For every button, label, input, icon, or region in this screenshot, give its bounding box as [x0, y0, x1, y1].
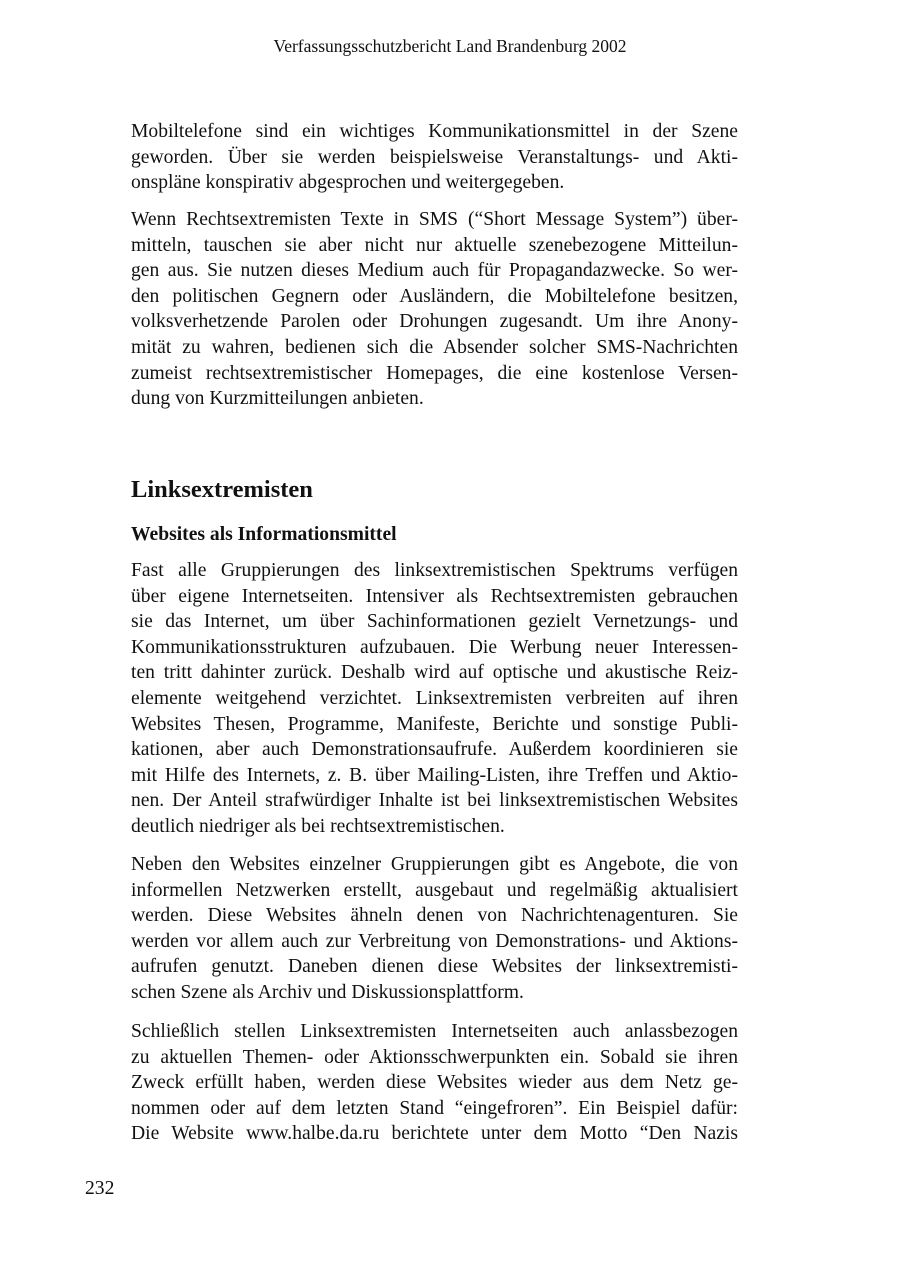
text-line: gen aus. Sie nutzen dieses Medium auch für Propagandazwecke. So wer- [131, 260, 738, 282]
text-line: den politischen Gegnern oder Ausländern, die Mobiltelefone besitzen, [131, 285, 738, 307]
text-line: elemente weitgehend verzichtet. Linksextremisten verbreiten auf ihren [131, 687, 738, 709]
text-line: mität zu wahren, bedienen sich die Absender solcher SMS-Nachrichten [131, 336, 738, 358]
text-line: Neben den Websites einzelner Gruppierungen gibt es Angebote, die von [131, 854, 738, 875]
running-header: Verfassungsschutzbericht Land Brandenburg 2002 [273, 36, 627, 56]
text-line: schen Szene als Archiv und Diskussionsplattform. [131, 981, 524, 1003]
text-line: volksverhetzende Parolen oder Drohungen zugesandt. Um ihre Anony- [131, 311, 738, 333]
page-number: 232 [85, 1178, 115, 1199]
text-line: werden. Diese Websites ähneln denen von Nachrichtenagenturen. Sie [131, 905, 738, 927]
text-line: kationen, aber auch Demonstrationsaufrufe. Außerdem koordinieren sie [131, 739, 738, 761]
paragraph [131, 1019, 738, 1147]
text-line: dung von Kurzmitteilungen anbieten. [131, 388, 424, 410]
text-line: onspläne konspirativ abgesprochen und weitergegeben. [131, 172, 565, 194]
text-line: mit Hilfe des Internets, z. B. über Mailing-Listen, ihre Treffen und Aktio- [131, 764, 738, 786]
text-line: Fast alle Gruppierungen des linksextremistischen Spektrums verfügen [131, 560, 738, 581]
text-line: informellen Netzwerken erstellt, ausgebaut und regelmäßig aktualisiert [131, 879, 738, 901]
text-line: geworden. Über sie werden beispielsweise Veranstaltungs- und Akti- [131, 146, 738, 168]
text-line: Websites Thesen, Programme, Manifeste, Berichte und sonstige Publi- [131, 713, 738, 735]
text-line: zumeist rechtsextremistischer Homepages, die eine kostenlose Versen- [131, 362, 738, 384]
text-line: sie das Internet, um über Sachinformationen gezielt Vernetzungs- und [131, 611, 738, 633]
paragraph [131, 558, 738, 840]
text-line: werden vor allem auch zur Verbreitung von Demonstrations- und Aktions- [131, 930, 738, 952]
text-line: ten tritt dahinter zurück. Deshalb wird auf optische und akustische Reiz- [131, 662, 738, 684]
text-line: zu aktuellen Themen- oder Aktionsschwerpunkten ein. Sobald sie ihren [131, 1046, 738, 1068]
text-line: Die Website www.halbe.da.ru berichtete unter dem Motto “Den Nazis [131, 1123, 738, 1145]
text-line: Zweck erfüllt haben, werden diese Websites wieder aus dem Netz ge- [131, 1072, 738, 1094]
text-line: Kommunikationsstrukturen aufzubauen. Die Werbung neuer Interessen- [131, 636, 738, 658]
text-line: Mobiltelefone sind ein wichtiges Kommunikationsmittel in der Szene [131, 121, 738, 142]
text-line: aufrufen genutzt. Daneben dienen diese Websites der linksextremisti- [131, 956, 738, 978]
paragraph [131, 207, 738, 412]
text-line: nen. Der Anteil strafwürdiger Inhalte ist bei linksextremistischen Websites [131, 790, 738, 812]
text-line: über eigene Internetseiten. Intensiver als Rechtsextremisten gebrauchen [131, 585, 738, 607]
text-line: Schließlich stellen Linksextremisten Internetseiten auch anlassbezogen [131, 1021, 738, 1042]
text-line: nommen oder auf dem letzten Stand “eingefroren”. Ein Beispiel dafür: [131, 1097, 738, 1119]
text-line: Wenn Rechtsextremisten Texte in SMS (“Short Message System”) über- [131, 209, 738, 230]
subsection-heading: Websites als Informationsmittel [131, 524, 397, 545]
text-line: mitteln, tauschen sie aber nicht nur aktuelle szenebezogene Mitteilun- [131, 234, 738, 256]
paragraph [131, 852, 738, 1006]
paragraph [131, 119, 738, 196]
text-line: deutlich niedriger als bei rechtsextremistischen. [131, 815, 505, 837]
section-heading: Linksextremisten [131, 476, 313, 503]
